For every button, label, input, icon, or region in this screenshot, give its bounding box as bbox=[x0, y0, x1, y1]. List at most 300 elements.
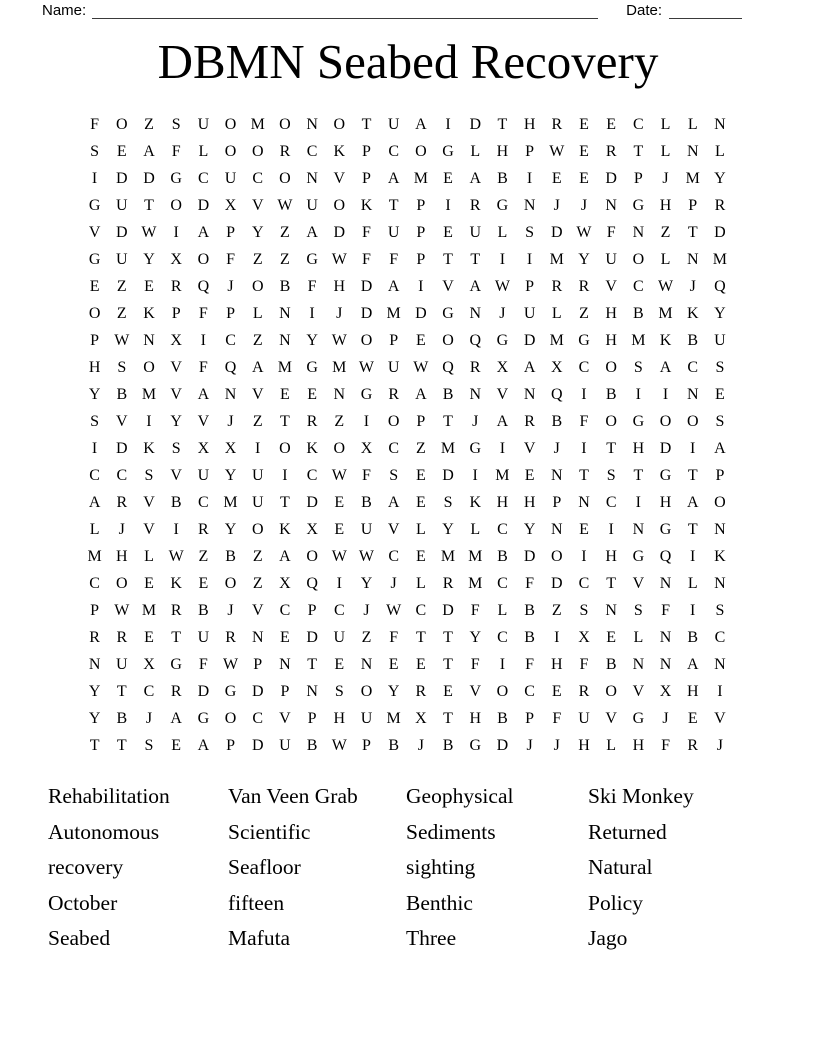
grid-letter: C bbox=[143, 682, 155, 700]
grid-letter: C bbox=[252, 169, 264, 187]
grid-letter: S bbox=[715, 601, 725, 619]
grid-letter: D bbox=[306, 493, 318, 511]
grid-letter: I bbox=[200, 331, 206, 349]
grid-letter: V bbox=[632, 682, 645, 700]
grid-letter: H bbox=[632, 736, 645, 754]
grid-letter: O bbox=[496, 682, 509, 700]
grid-letter: A bbox=[197, 385, 210, 403]
grid-letter: E bbox=[579, 142, 589, 160]
grid-letter: M bbox=[413, 169, 428, 187]
grid-letter: V bbox=[333, 169, 346, 187]
grid-letter: X bbox=[578, 628, 590, 646]
grid-letter: I bbox=[91, 169, 98, 187]
grid-letter: Y bbox=[442, 520, 454, 538]
grid-letter: O bbox=[360, 682, 373, 700]
grid-letter: H bbox=[496, 142, 509, 160]
grid-letter: M bbox=[386, 709, 401, 727]
grid-letter: L bbox=[687, 574, 698, 592]
grid-letter: N bbox=[686, 250, 699, 268]
grid-letter: Z bbox=[660, 223, 671, 241]
grid-letter: W bbox=[657, 277, 674, 295]
word-list-item: Geophysical bbox=[406, 784, 514, 808]
grid-letter: U bbox=[116, 196, 128, 214]
grid-letter: O bbox=[306, 547, 318, 565]
grid-letter: H bbox=[605, 331, 617, 349]
grid-letter: V bbox=[496, 385, 509, 403]
grid-letter: Q bbox=[442, 358, 454, 376]
grid-letter: I bbox=[690, 601, 696, 619]
grid-letter: G bbox=[632, 709, 645, 727]
word-list-item: Jago bbox=[588, 926, 628, 951]
grid-letter: D bbox=[116, 223, 128, 241]
grid-letter: R bbox=[170, 277, 182, 295]
grid-letter: I bbox=[581, 439, 587, 457]
grid-letter: R bbox=[605, 142, 617, 160]
grid-letter: O bbox=[224, 115, 237, 133]
grid-letter: C bbox=[198, 169, 209, 187]
grid-letter: I bbox=[554, 628, 560, 646]
grid-letter: K bbox=[170, 574, 182, 592]
grid-letter: D bbox=[116, 439, 128, 457]
grid-letter: P bbox=[226, 223, 235, 241]
grid-letter: U bbox=[279, 736, 291, 754]
grid-letter: E bbox=[89, 277, 100, 295]
grid-letter: T bbox=[116, 736, 127, 754]
grid-letter: M bbox=[468, 574, 483, 592]
grid-letter: D bbox=[523, 547, 536, 565]
grid-letter: G bbox=[659, 520, 672, 538]
grid-letter: G bbox=[88, 196, 101, 214]
grid-letter: Z bbox=[579, 304, 589, 322]
grid-letter: D bbox=[551, 223, 563, 241]
grid-letter: R bbox=[714, 196, 726, 214]
word-list-item: sighting bbox=[406, 855, 476, 880]
grid-letter: V bbox=[605, 709, 617, 727]
grid-letter: Z bbox=[252, 412, 263, 430]
grid-letter: D bbox=[143, 169, 155, 187]
grid-letter: B bbox=[687, 331, 699, 349]
grid-letter: H bbox=[496, 493, 509, 511]
word-search-grid bbox=[81, 111, 734, 759]
grid-letter: F bbox=[525, 655, 535, 673]
grid-letter: U bbox=[714, 331, 726, 349]
grid-letter: X bbox=[279, 574, 291, 592]
grid-letter: I bbox=[282, 466, 288, 484]
grid-letter: Y bbox=[306, 331, 318, 349]
grid-letter: E bbox=[415, 466, 426, 484]
word-list-item: Van Veen Grab bbox=[228, 784, 358, 808]
grid-letter: E bbox=[579, 520, 589, 538]
grid-letter: D bbox=[306, 628, 318, 646]
grid-letter: H bbox=[551, 655, 563, 673]
grid-letter: O bbox=[442, 331, 454, 349]
grid-letter: D bbox=[442, 466, 454, 484]
grid-letter: U bbox=[578, 709, 590, 727]
grid-letter: M bbox=[549, 250, 564, 268]
grid-letter: H bbox=[605, 547, 617, 565]
grid-letter: Y bbox=[143, 250, 155, 268]
grid-letter: A bbox=[387, 493, 400, 511]
grid-letter: V bbox=[469, 682, 481, 700]
grid-letter: A bbox=[469, 277, 481, 295]
grid-letter: B bbox=[116, 385, 128, 403]
grid-letter: D bbox=[360, 304, 373, 322]
grid-letter: D bbox=[523, 331, 536, 349]
grid-letter: A bbox=[143, 142, 155, 160]
grid-letter: T bbox=[89, 736, 100, 754]
grid-letter: E bbox=[144, 277, 154, 295]
grid-letter: P bbox=[525, 142, 535, 160]
grid-letter: J bbox=[145, 709, 153, 727]
grid-letter: B bbox=[442, 385, 454, 403]
grid-letter: N bbox=[469, 304, 481, 322]
grid-letter: I bbox=[635, 493, 641, 511]
grid-letter: E bbox=[415, 655, 426, 673]
grid-letter: R bbox=[415, 682, 427, 700]
grid-letter: M bbox=[658, 304, 673, 322]
grid-letter: L bbox=[415, 520, 426, 538]
grid-letter: A bbox=[686, 655, 699, 673]
grid-letter: V bbox=[632, 574, 645, 592]
grid-letter: W bbox=[358, 358, 375, 376]
grid-letter: V bbox=[279, 709, 291, 727]
grid-letter: T bbox=[687, 520, 698, 538]
grid-letter: W bbox=[222, 655, 239, 673]
grid-letter: J bbox=[227, 277, 234, 295]
grid-letter: J bbox=[118, 520, 125, 538]
grid-letter: D bbox=[605, 169, 617, 187]
grid-letter: G bbox=[306, 358, 318, 376]
grid-letter: S bbox=[579, 601, 589, 619]
word-list-item: Mafuta bbox=[228, 926, 291, 951]
grid-letter: M bbox=[495, 466, 510, 484]
grid-letter: L bbox=[198, 142, 209, 160]
grid-letter: A bbox=[387, 277, 400, 295]
grid-letter: G bbox=[197, 709, 210, 727]
grid-letter: B bbox=[497, 547, 508, 565]
grid-letter: F bbox=[661, 736, 670, 754]
word-list-item: Scientific bbox=[228, 819, 311, 844]
grid-letter: M bbox=[250, 115, 265, 133]
grid-letter: I bbox=[635, 385, 641, 403]
grid-letter: C bbox=[198, 493, 209, 511]
grid-letter: K bbox=[279, 520, 291, 538]
grid-letter: B bbox=[198, 601, 209, 619]
word-list-column bbox=[48, 779, 228, 957]
grid-letter: Y bbox=[714, 169, 726, 187]
word-list-item: recovery bbox=[48, 855, 124, 880]
grid-letter: N bbox=[279, 655, 291, 673]
grid-letter: R bbox=[170, 601, 182, 619]
name-blank-line bbox=[92, 3, 598, 19]
grid-letter: Y bbox=[469, 628, 481, 646]
grid-letter: N bbox=[605, 601, 617, 619]
grid-letter: U bbox=[251, 466, 264, 484]
grid-letter: U bbox=[306, 196, 318, 214]
grid-letter: X bbox=[659, 682, 672, 700]
grid-letter: H bbox=[333, 709, 346, 727]
grid-letter: E bbox=[415, 547, 426, 565]
grid-letter: P bbox=[226, 304, 235, 322]
grid-letter: W bbox=[331, 250, 347, 268]
grid-letter: W bbox=[277, 196, 293, 214]
grid-letter: O bbox=[116, 115, 128, 133]
grid-letter: P bbox=[525, 277, 535, 295]
grid-letter: I bbox=[173, 223, 179, 241]
grid-letter: B bbox=[633, 304, 644, 322]
grid-letter: B bbox=[361, 493, 372, 511]
grid-letter: A bbox=[523, 358, 536, 376]
grid-letter: W bbox=[331, 547, 347, 565]
grid-letter: F bbox=[362, 223, 371, 241]
grid-letter: D bbox=[442, 601, 454, 619]
grid-letter: L bbox=[497, 223, 508, 241]
grid-letter: S bbox=[525, 223, 535, 241]
grid-letter: Y bbox=[88, 385, 101, 403]
date-blank-line bbox=[669, 3, 742, 19]
grid-letter: W bbox=[413, 358, 429, 376]
grid-letter: N bbox=[714, 574, 726, 592]
grid-letter: T bbox=[116, 682, 127, 700]
grid-letter: S bbox=[171, 439, 181, 457]
grid-letter: V bbox=[442, 277, 454, 295]
grid-letter: N bbox=[686, 385, 699, 403]
grid-letter: N bbox=[659, 628, 672, 646]
grid-letter: O bbox=[686, 412, 699, 430]
grid-letter: U bbox=[360, 520, 373, 538]
grid-letter: E bbox=[524, 466, 535, 484]
grid-letter: E bbox=[687, 709, 698, 727]
grid-letter: U bbox=[387, 223, 400, 241]
grid-letter: J bbox=[526, 736, 533, 754]
grid-letter: W bbox=[331, 466, 347, 484]
grid-letter: W bbox=[331, 331, 347, 349]
grid-letter: A bbox=[686, 493, 699, 511]
grid-letter: T bbox=[443, 655, 453, 673]
grid-letter: L bbox=[89, 520, 100, 538]
grid-letter: W bbox=[114, 331, 130, 349]
grid-letter: S bbox=[633, 601, 643, 619]
grid-letter: H bbox=[523, 493, 536, 511]
grid-letter: T bbox=[443, 250, 453, 268]
grid-letter: L bbox=[470, 520, 481, 538]
grid-letter: T bbox=[388, 196, 399, 214]
word-list-item: Benthic bbox=[406, 890, 473, 915]
grid-letter: D bbox=[197, 682, 210, 700]
grid-letter: V bbox=[116, 412, 128, 430]
grid-letter: I bbox=[472, 466, 478, 484]
grid-letter: I bbox=[146, 412, 152, 430]
grid-letter: D bbox=[251, 682, 264, 700]
grid-letter: W bbox=[576, 223, 592, 241]
grid-letter: G bbox=[442, 142, 454, 160]
grid-letter: J bbox=[336, 304, 343, 322]
grid-letter: P bbox=[416, 412, 426, 430]
grid-letter: F bbox=[198, 358, 208, 376]
grid-letter: F bbox=[226, 250, 235, 268]
grid-letter: J bbox=[390, 574, 397, 592]
grid-letter: C bbox=[333, 601, 345, 619]
grid-letter: U bbox=[197, 628, 210, 646]
grid-letter: I bbox=[499, 655, 506, 673]
grid-letter: B bbox=[497, 709, 508, 727]
grid-letter: J bbox=[363, 601, 370, 619]
grid-letter: Z bbox=[252, 574, 263, 592]
grid-letter: T bbox=[443, 628, 453, 646]
grid-letter: C bbox=[605, 493, 617, 511]
grid-letter: N bbox=[714, 115, 726, 133]
grid-letter: H bbox=[578, 736, 590, 754]
grid-letter: C bbox=[578, 574, 590, 592]
grid-letter: U bbox=[387, 358, 400, 376]
grid-letter: F bbox=[389, 250, 399, 268]
grid-letter: H bbox=[116, 547, 128, 565]
grid-letter: N bbox=[714, 520, 726, 538]
page-title: DBMN Seabed Recovery bbox=[157, 34, 659, 89]
grid-letter: H bbox=[333, 277, 346, 295]
grid-letter: Y bbox=[714, 304, 726, 322]
grid-letter: B bbox=[687, 628, 699, 646]
grid-letter: Y bbox=[387, 682, 400, 700]
grid-letter: V bbox=[143, 520, 155, 538]
grid-letter: L bbox=[252, 304, 263, 322]
grid-letter: T bbox=[606, 574, 617, 592]
grid-letter: F bbox=[470, 601, 480, 619]
grid-letter: C bbox=[633, 115, 644, 133]
grid-letter: T bbox=[687, 466, 698, 484]
grid-letter: U bbox=[116, 655, 128, 673]
grid-letter: Q bbox=[469, 331, 481, 349]
grid-letter: H bbox=[659, 493, 672, 511]
grid-letter: A bbox=[170, 709, 182, 727]
grid-letter: T bbox=[361, 115, 372, 133]
grid-letter: U bbox=[197, 466, 210, 484]
grid-letter: F bbox=[362, 466, 371, 484]
grid-letter: E bbox=[443, 682, 453, 700]
grid-letter: K bbox=[469, 493, 481, 511]
grid-letter: U bbox=[251, 493, 264, 511]
grid-letter: D bbox=[333, 223, 346, 241]
grid-letter: N bbox=[306, 115, 318, 133]
grid-letter: O bbox=[251, 520, 264, 538]
grid-letter: Z bbox=[252, 250, 263, 268]
grid-letter: R bbox=[388, 385, 399, 403]
grid-letter: L bbox=[144, 547, 154, 565]
grid-letter: B bbox=[225, 547, 236, 565]
grid-letter: X bbox=[415, 709, 427, 727]
grid-letter: C bbox=[388, 547, 399, 565]
grid-letter: V bbox=[170, 466, 182, 484]
grid-letter: F bbox=[579, 412, 589, 430]
grid-letter: M bbox=[712, 250, 728, 268]
grid-letter: G bbox=[632, 412, 645, 430]
grid-letter: O bbox=[333, 196, 346, 214]
grid-letter: A bbox=[659, 358, 672, 376]
grid-letter: C bbox=[497, 520, 508, 538]
grid-letter: I bbox=[445, 196, 451, 214]
grid-letter: N bbox=[360, 655, 373, 673]
grid-letter: J bbox=[716, 736, 724, 754]
grid-letter: G bbox=[170, 169, 182, 187]
grid-letter: I bbox=[526, 169, 533, 187]
grid-letter: J bbox=[553, 196, 560, 214]
grid-letter: E bbox=[171, 736, 182, 754]
grid-letter: F bbox=[525, 574, 535, 592]
grid-letter: T bbox=[307, 655, 317, 673]
grid-letter: T bbox=[633, 142, 644, 160]
grid-letter: N bbox=[578, 493, 590, 511]
grid-letter: E bbox=[579, 169, 589, 187]
grid-letter: I bbox=[418, 277, 424, 295]
grid-letter: W bbox=[549, 142, 565, 160]
grid-letter: V bbox=[197, 412, 210, 430]
grid-letter: R bbox=[89, 628, 100, 646]
grid-letter: N bbox=[632, 520, 645, 538]
grid-letter: O bbox=[170, 196, 182, 214]
grid-letter: T bbox=[443, 412, 453, 430]
grid-letter: B bbox=[524, 601, 535, 619]
grid-letter: G bbox=[306, 250, 318, 268]
grid-letter: F bbox=[307, 277, 317, 295]
grid-letter: R bbox=[551, 277, 563, 295]
grid-letter: V bbox=[523, 439, 536, 457]
grid-letter: I bbox=[499, 439, 506, 457]
grid-letter: U bbox=[197, 115, 210, 133]
grid-letter: O bbox=[387, 412, 400, 430]
grid-letter: S bbox=[90, 142, 100, 160]
grid-letter: J bbox=[472, 412, 479, 430]
grid-letter: N bbox=[605, 196, 617, 214]
grid-letter: R bbox=[442, 574, 454, 592]
grid-letter: F bbox=[90, 115, 100, 133]
grid-letter: L bbox=[497, 601, 508, 619]
grid-letter: N bbox=[686, 142, 699, 160]
grid-letter: B bbox=[306, 736, 318, 754]
grid-letter: G bbox=[659, 466, 672, 484]
grid-letter: L bbox=[660, 250, 671, 268]
grid-letter: K bbox=[360, 196, 373, 214]
grid-letter: R bbox=[116, 493, 128, 511]
grid-letter: O bbox=[143, 358, 155, 376]
grid-letter: A bbox=[415, 115, 427, 133]
grid-letter: X bbox=[170, 250, 182, 268]
grid-letter: O bbox=[605, 412, 617, 430]
word-list-item: Returned bbox=[588, 819, 667, 844]
grid-letter: O bbox=[116, 574, 128, 592]
grid-letter: X bbox=[360, 439, 373, 457]
grid-letter: S bbox=[443, 493, 453, 511]
grid-letter: I bbox=[581, 547, 587, 565]
grid-letter: J bbox=[553, 736, 560, 754]
grid-letter: I bbox=[662, 385, 669, 403]
grid-letter: Q bbox=[659, 547, 672, 565]
grid-letter: B bbox=[605, 655, 617, 673]
grid-letter: P bbox=[280, 682, 290, 700]
grid-letter: O bbox=[360, 331, 373, 349]
grid-letter: N bbox=[551, 520, 563, 538]
grid-letter: A bbox=[88, 493, 101, 511]
name-label: Name: bbox=[42, 2, 87, 19]
grid-letter: P bbox=[552, 493, 562, 511]
grid-letter: I bbox=[363, 412, 370, 430]
grid-letter: W bbox=[168, 547, 184, 565]
grid-letter: E bbox=[715, 385, 725, 403]
grid-letter: I bbox=[690, 439, 696, 457]
grid-letter: M bbox=[685, 169, 700, 187]
grid-letter: M bbox=[87, 547, 102, 565]
grid-letter: T bbox=[579, 466, 589, 484]
grid-letter: D bbox=[415, 304, 427, 322]
